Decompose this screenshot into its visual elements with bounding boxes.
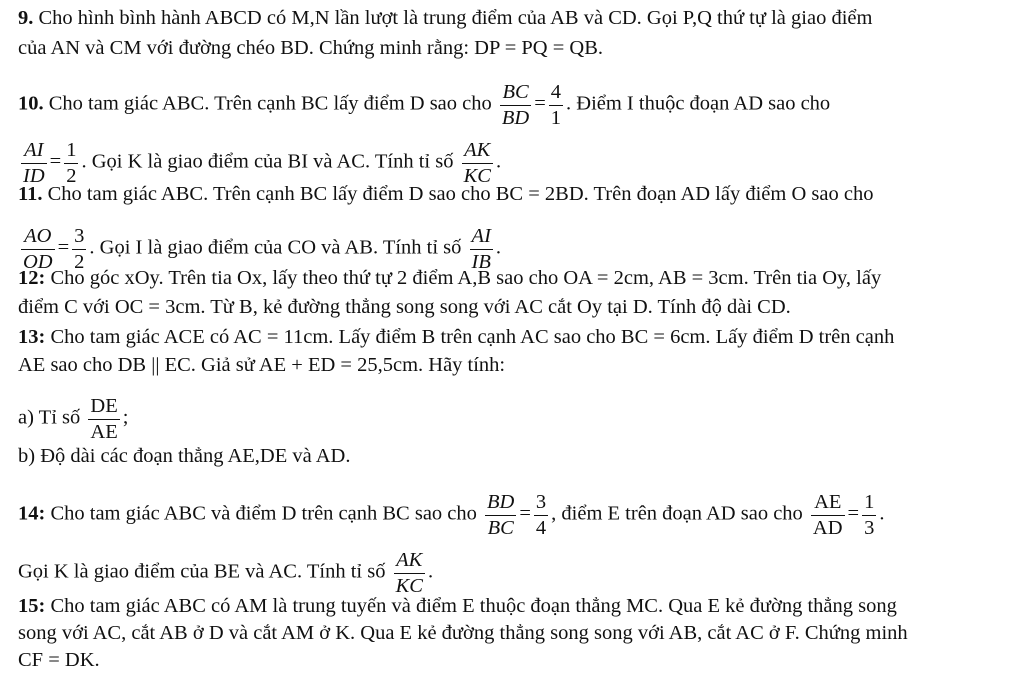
fraction-1-2: $\frac{1}{2}$ <box>66 139 77 187</box>
problem-13-line-1 <box>18 325 894 349</box>
fraction-ae-ad: $\frac{AE}{AD}$ <box>812 491 843 539</box>
problem-11-line-1 <box>18 182 873 206</box>
problem-14-number: 14: <box>18 502 46 525</box>
problem-9-text-1: Cho hình bình hành ABCD có M,N lần lượt là trung điểm của AB và CD. Gọi P,Q thứ tự là giao điểm <box>38 7 873 29</box>
semicolon: ; <box>122 406 129 429</box>
fraction-ai-id: $\frac{AI}{ID}$ <box>23 139 45 187</box>
problem-10-line-1 <box>18 82 830 128</box>
problem-15-line-3 <box>18 648 100 672</box>
problem-9-line-2 <box>18 36 603 60</box>
problem-10-text-2a: . Gọi K là giao điểm của BI và AC. Tính tỉ số <box>81 150 454 173</box>
problem-15-text-1: Cho tam giác ABC có AM là trung tuyến và điểm E thuộc đoạn thẳng MC. Qua E kẻ đường thẳng song <box>50 595 897 617</box>
problem-12-text-1: Cho góc xOy. Trên tia Ox, lấy theo thứ tự 2 điểm A,B sao cho OA = 2cm, AB = 3cm. Trên tia Oy, lấy <box>50 267 882 289</box>
problem-13-part-a <box>18 396 128 442</box>
problem-10-text-1b: . Điểm I thuộc đoạn AD sao cho <box>566 92 831 115</box>
problem-10-text-1a: Cho tam giác ABC. Trên cạnh BC lấy điểm D sao cho <box>48 92 492 115</box>
fraction-1-3: $\frac{1}{3}$ <box>864 491 875 539</box>
problem-13-text-1: Cho tam giác ACE có AC = 11cm. Lấy điểm B trên cạnh AC sao cho BC = 6cm. Lấy điểm D trên cạnh <box>50 326 895 348</box>
problem-15-text-3: CF = DK. <box>18 649 100 671</box>
problem-15-text-2: song với AC, cắt AB ở D và cắt AM ở K. Qua E kẻ đường thẳng song song với AB, cắt AC ở F. Chứng minh <box>18 622 908 644</box>
equals-sign: = <box>57 236 70 259</box>
equals-sign: = <box>534 92 546 115</box>
problem-9-number: 9. <box>18 7 34 29</box>
fraction-ao-od: $\frac{AO}{OD}$ <box>23 225 53 273</box>
equals-sign: = <box>519 502 531 525</box>
problem-12-number: 12: <box>18 267 46 289</box>
problem-15-line-1 <box>18 594 897 618</box>
problem-14-text-1b: , điểm E trên đoạn AD sao cho <box>551 502 803 525</box>
problem-14-text-1a: Cho tam giác ABC và điểm D trên cạnh BC sao cho <box>50 502 477 525</box>
fraction-ai-ib: $\frac{AI}{IB}$ <box>471 225 491 273</box>
problem-14-line-2 <box>18 550 433 596</box>
problem-12-text-2: điểm C với OC = 3cm. Từ B, kẻ đường thẳng song song với AC cắt Oy tại D. Tính độ dài CD. <box>18 296 791 318</box>
period: . <box>879 502 885 525</box>
equals-sign: = <box>847 502 860 525</box>
problem-9-line-1 <box>18 6 872 30</box>
problem-10-number: 10. <box>18 92 44 115</box>
problem-15-number: 15: <box>18 595 46 617</box>
problem-11-text-1: Cho tam giác ABC. Trên cạnh BC lấy điểm D sao cho BC = 2BD. Trên đoạn AD lấy điểm O sao cho <box>47 183 874 205</box>
problem-13-b-text: b) Độ dài các đoạn thẳng AE,DE và AD. <box>18 445 351 467</box>
fraction-ak-kc: $\frac{AK}{KC}$ <box>395 549 423 597</box>
problem-12-line-1 <box>18 266 881 290</box>
problem-14-line-1 <box>18 492 884 538</box>
problem-14-text-2a: Gọi K là giao điểm của BE và AC. Tính tỉ số <box>18 560 386 583</box>
problem-12-line-2 <box>18 295 791 319</box>
fraction-bd-bc: $\frac{BD}{BC}$ <box>487 491 515 539</box>
problem-13-a-prefix: a) Tỉ số <box>18 406 81 429</box>
fraction-bc-bd: $\frac{BC}{BD}$ <box>501 81 530 129</box>
problem-15-line-2 <box>18 621 908 645</box>
problem-13-part-b <box>18 444 350 468</box>
fraction-de-ae: $\frac{DE}{AE}$ <box>90 395 118 443</box>
problem-10-line-2 <box>18 140 501 186</box>
problem-13-number: 13: <box>18 326 46 348</box>
fraction-ak-kc: $\frac{AK}{KC}$ <box>463 139 491 187</box>
problem-11-text-2a: . Gọi I là giao điểm của CO và AB. Tính tỉ số <box>89 236 462 259</box>
problem-9-text-2: của AN và CM với đường chéo BD. Chứng minh rằng: DP = PQ = QB. <box>18 37 604 59</box>
problem-13-line-2 <box>18 353 505 377</box>
equals-sign: = <box>49 150 62 173</box>
fraction-3-4: $\frac{3}{4}$ <box>535 491 547 539</box>
period: . <box>495 236 502 259</box>
fraction-3-2: $\frac{3}{2}$ <box>74 225 85 273</box>
period: . <box>427 560 434 583</box>
fraction-4-1: $\frac{4}{1}$ <box>550 81 562 129</box>
problem-13-text-2: AE sao cho DB || EC. Giả sử AE + ED = 25,5cm. Hãy tính: <box>18 354 506 376</box>
problem-11-number: 11. <box>18 183 43 205</box>
period: . <box>495 150 502 173</box>
